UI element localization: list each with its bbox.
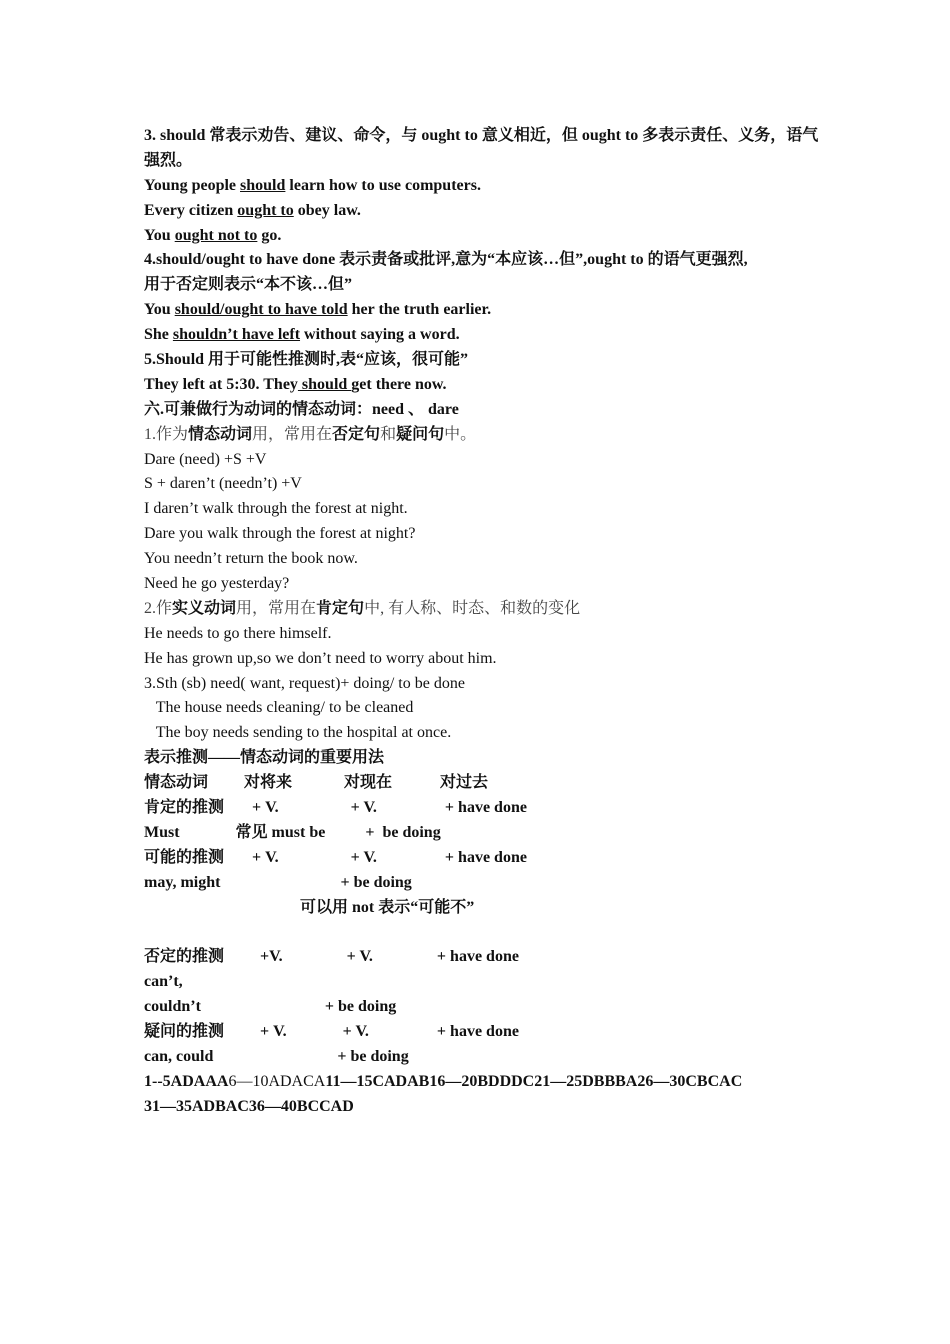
text-segment: 3. should 常表示劝告、建议、命令，与 ought to 意义相近，但 ought to 多表示责任、义务，语气 xyxy=(144,127,819,144)
text-segment: 强烈。 xyxy=(144,151,193,169)
text-segment: 否定的推测 +V. + V. + have done xyxy=(144,948,519,966)
text-segment: 3.Sth (sb) need( want, request)+ doing/ to be done xyxy=(144,674,465,692)
text-segment: 六.可兼做行为动词的情态动词：need 、 dare xyxy=(144,400,459,418)
text-line xyxy=(144,174,824,199)
text-line xyxy=(144,572,824,597)
text-segment: 用，常用在 xyxy=(252,425,333,443)
text-segment: He needs to go there himself. xyxy=(144,624,332,642)
text-segment: He has grown up,so we don’t need to worry about him. xyxy=(144,649,497,667)
text-line xyxy=(144,373,824,398)
text-segment: 可以用 not 表示“可能不” xyxy=(144,898,475,916)
text-line xyxy=(144,995,824,1020)
text-segment: 31—35ADBAC36—40BCCAD xyxy=(144,1097,354,1115)
text-segment: 4.should/ought to have done 表示责备或批评,意为“本应该…但”,ought to 的语气更强烈, xyxy=(144,251,748,269)
text-segment: The house needs cleaning/ to be cleaned xyxy=(144,699,414,717)
text-segment: 用于否定则表示“本不该…但” xyxy=(144,276,353,294)
text-segment: her the truth earlier. xyxy=(347,301,492,319)
text-line xyxy=(144,348,824,373)
text-line xyxy=(144,199,824,224)
text-line xyxy=(144,672,824,697)
text-segment: Dare (need) +S +V xyxy=(144,450,267,468)
text-segment: can, could + be doing xyxy=(144,1047,409,1065)
text-line xyxy=(144,1045,824,1070)
text-line xyxy=(144,771,824,796)
text-segment: go. xyxy=(257,226,282,244)
text-segment: 中, 有人称、时态、和数的变化 xyxy=(364,599,581,617)
text-segment: They left at 5:30. They xyxy=(144,375,298,393)
document-page xyxy=(144,124,824,1120)
text-segment: get there now. xyxy=(351,375,447,393)
text-line xyxy=(144,149,824,174)
text-line xyxy=(144,323,824,348)
text-segment: 肯定句 xyxy=(316,599,365,617)
text-segment: 疑问的推测 + V. + V. + have done xyxy=(144,1023,519,1041)
text-line xyxy=(144,696,824,721)
text-segment: Must 常见 must be + be doing xyxy=(144,823,441,841)
text-line xyxy=(144,547,824,572)
text-segment: 和 xyxy=(380,425,397,443)
underlined-text: ought to xyxy=(237,201,294,219)
text-line xyxy=(144,622,824,647)
underlined-text: ought not to xyxy=(174,226,258,244)
underlined-text: should xyxy=(240,176,286,194)
underlined-text: should xyxy=(297,375,352,393)
text-segment: obey law. xyxy=(293,201,361,219)
text-segment: The boy needs sending to the hospital at once. xyxy=(144,724,452,742)
text-line xyxy=(144,597,824,622)
text-segment: 2.作 xyxy=(144,599,173,617)
text-line xyxy=(144,448,824,473)
text-line xyxy=(144,497,824,522)
text-segment: She xyxy=(144,326,173,344)
text-segment: couldn’t + be doing xyxy=(144,998,397,1016)
text-segment: 可能的推测 + V. + V. + have done xyxy=(144,848,527,866)
text-segment: You xyxy=(144,226,175,244)
text-line xyxy=(144,970,824,995)
text-segment: Every citizen xyxy=(144,201,238,219)
text-line xyxy=(144,248,824,273)
text-segment: without saying a word. xyxy=(300,326,460,344)
text-segment: 11—15CADAB16—20BDDDC21—25DBBBA26—30CBCAC xyxy=(325,1072,743,1090)
text-segment: I daren’t walk through the forest at night. xyxy=(144,500,408,518)
blank-line xyxy=(144,921,824,946)
text-segment: 肯定的推测 + V. + V. + have done xyxy=(144,799,527,817)
text-line xyxy=(144,124,824,149)
text-line xyxy=(144,522,824,547)
text-line xyxy=(144,647,824,672)
text-segment: can’t, xyxy=(144,973,183,991)
text-segment: 6—10ADACA xyxy=(228,1072,326,1090)
text-segment: 1.作为 xyxy=(144,425,189,443)
text-line xyxy=(144,224,824,249)
text-segment: 1--5ADAAA xyxy=(144,1072,229,1090)
text-line xyxy=(144,472,824,497)
text-segment: 否定句 xyxy=(332,425,381,443)
text-line xyxy=(144,721,824,746)
text-segment: Need he go yesterday? xyxy=(144,575,290,593)
text-segment: 中。 xyxy=(444,425,477,443)
text-line xyxy=(144,746,824,771)
text-line xyxy=(144,796,824,821)
underlined-text: shouldn’t have left xyxy=(172,326,301,344)
text-segment: You needn’t return the book now. xyxy=(144,550,358,568)
text-segment: Dare you walk through the forest at night? xyxy=(144,525,416,543)
text-segment: You xyxy=(144,301,175,319)
text-segment: may, might + be doing xyxy=(144,873,412,891)
text-segment: S + daren’t (needn’t) +V xyxy=(144,475,302,493)
text-line xyxy=(144,1070,824,1095)
underlined-text: should/ought to have told xyxy=(174,301,348,319)
text-line xyxy=(144,945,824,970)
text-line xyxy=(144,871,824,896)
text-line xyxy=(144,896,824,921)
text-line xyxy=(144,1020,824,1045)
text-line xyxy=(144,398,824,423)
text-line xyxy=(144,1095,824,1120)
text-segment: Young people xyxy=(144,176,241,194)
text-segment: 用，常用在 xyxy=(236,599,317,617)
text-line xyxy=(144,821,824,846)
text-segment: learn how to use computers. xyxy=(285,176,481,194)
text-line xyxy=(144,423,824,448)
text-line xyxy=(144,273,824,298)
text-line xyxy=(144,846,824,871)
text-segment: 情态动词 对将来 对现在 对过去 xyxy=(144,774,489,792)
text-segment: 疑问句 xyxy=(396,425,445,443)
text-segment: 情态动词 xyxy=(188,425,253,443)
text-segment: 5.Should 用于可能性推测时,表“应该，很可能” xyxy=(144,351,469,369)
text-segment: 实义动词 xyxy=(172,599,237,617)
text-line xyxy=(144,298,824,323)
text-segment: 表示推测——情态动词的重要用法 xyxy=(144,749,385,767)
